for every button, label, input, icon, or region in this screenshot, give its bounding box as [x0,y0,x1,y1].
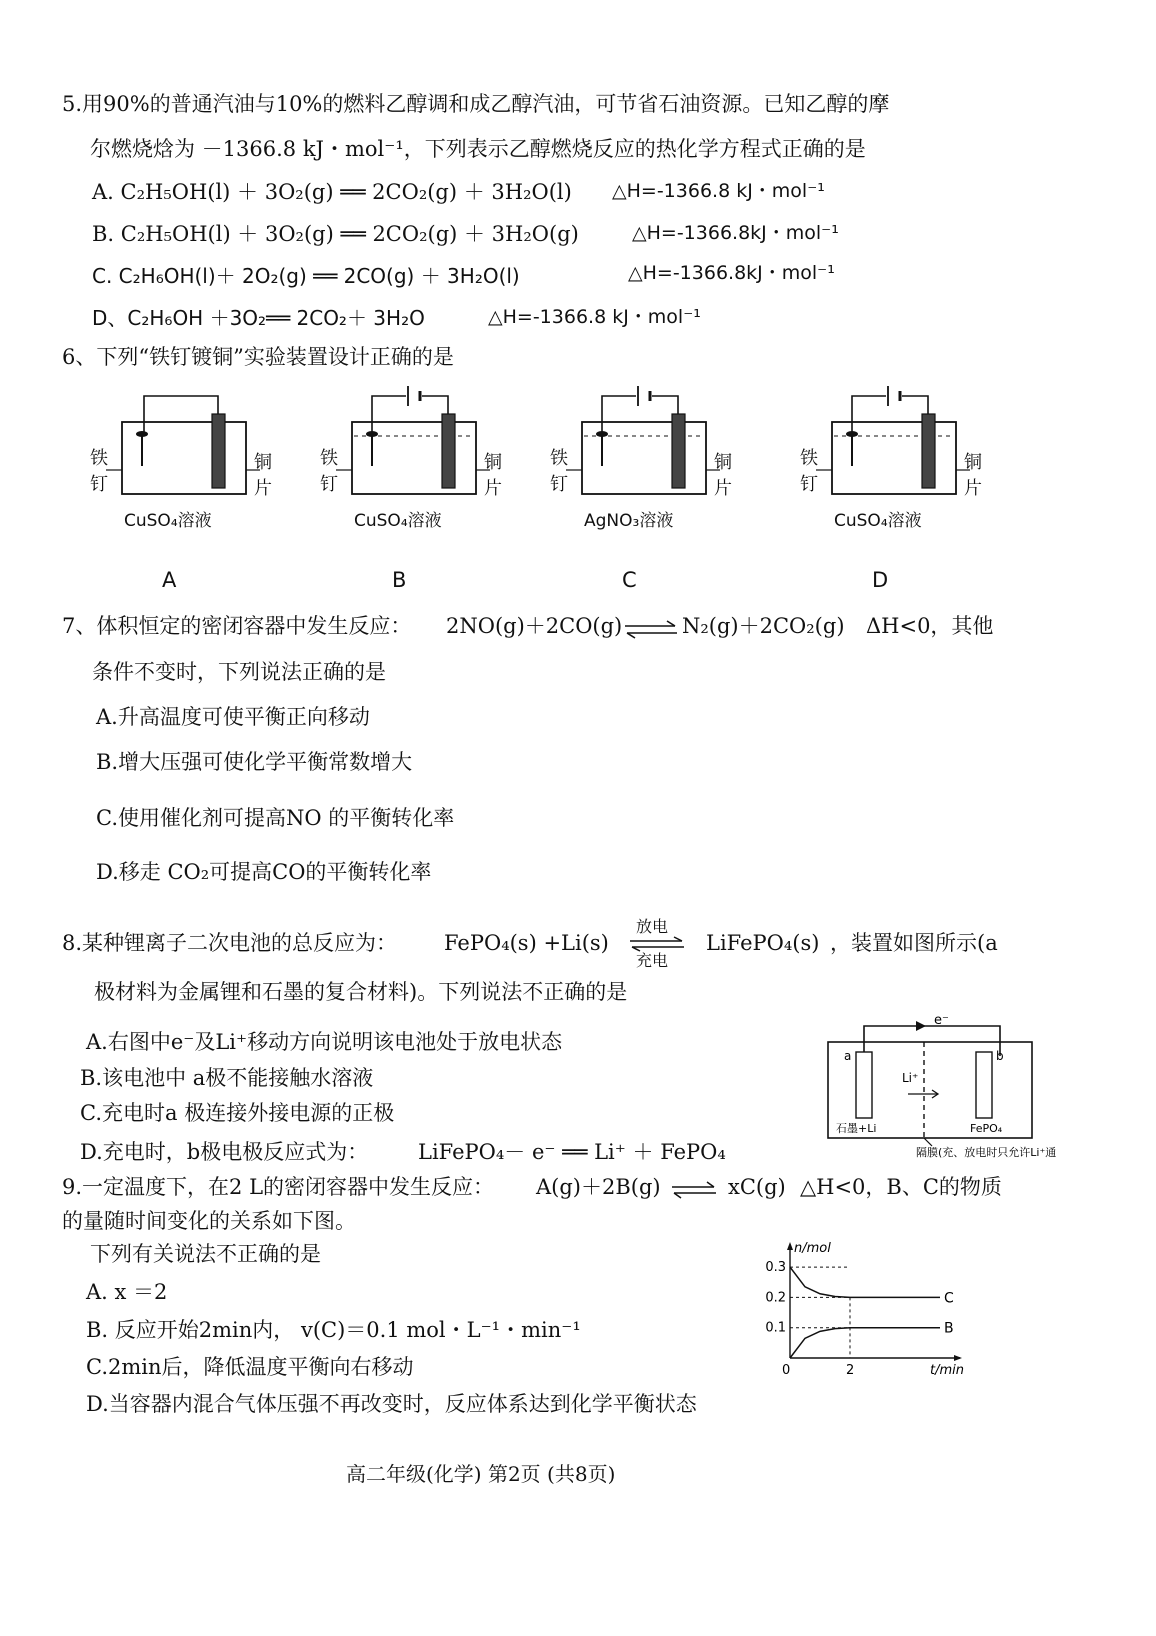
apparatus-a[interactable] [90,382,292,592]
q5-option-d-equation[interactable]: D、C₂H₆OH ＋3O₂══ 2CO₂＋ 3H₂O [92,306,425,330]
iron-nail-label: 铁钉 [90,448,108,495]
lithium-ion-label: Li⁺ [902,1071,919,1085]
series-label-b: B [944,1320,954,1337]
electron-label: e⁻ [934,1013,949,1028]
q9-stem-part2: △H<0，B、C的物质 [800,1175,1002,1199]
q8-charge-label: 充电 [636,951,669,970]
apparatus-d[interactable] [800,382,1002,592]
q7-option-b[interactable]: B.增大压强可使化学平衡常数增大 [96,750,413,774]
electrode-b-label: b [996,1049,1004,1063]
iron-nail-label: 铁钉 [320,448,338,495]
q5-option-b-equation[interactable]: B. C₂H₅OH(l) ＋ 3O₂(g) ══ 2CO₂(g) ＋ 3H₂O(g) [92,222,579,246]
q5-option-d-enthalpy: △H=-1366.8 kJ・mol⁻¹ [488,306,701,328]
q5-stem-line1: 5.用90%的普通汽油与10%的燃料乙醇调和成乙醇汽油，可节省石油资源。已知乙醇的摩 [62,92,890,116]
copper-plate-label: 铜片 [254,452,272,499]
copper-plate-icon [672,414,685,488]
membrane-pointer [924,1138,932,1146]
membrane-label: 隔膜(充、放电时只允许Li⁺通 [916,1146,1057,1159]
q9-option-c[interactable]: C.2min后，降低温度平衡向右移动 [86,1355,414,1379]
page-footer: 高二年级(化学) 第2页 (共8页) [346,1462,616,1486]
electrode-b-material: FePO₄ [970,1122,1003,1135]
iron-nail-label: 铁钉 [800,448,818,495]
reversible-arrows-icon [628,937,686,951]
apparatus-letter: A [162,568,177,592]
q7-stem-part1: 7、体积恒定的密闭容器中发生反应： [62,614,412,638]
copper-plate-label: 铜片 [714,452,732,499]
q6-stem: 6、下列“铁钉镀铜”实验装置设计正确的是 [62,345,454,369]
electrode-a-material: 石墨+Li [836,1122,877,1135]
copper-plate-icon [442,414,455,488]
apparatus-letter: D [872,568,889,592]
x-tick-label: 2 [846,1363,855,1378]
y-axis-label: n/mol [794,1241,831,1256]
q8-option-a[interactable]: A.右图中e⁻及Li⁺移动方向说明该电池处于放电状态 [86,1030,563,1054]
q9-option-b[interactable]: B. 反应开始2min内， v(C)＝0.1 mol・L⁻¹・min⁻¹ [86,1318,581,1342]
q9-equation-right: xC(g) [728,1175,786,1199]
q7-equation-left: 2NO(g)＋2CO(g) [446,614,623,638]
x-tick-label: 0 [782,1363,791,1378]
q8-equation-left: FePO₄(s) +Li(s) [444,931,609,955]
series-line-b [790,1328,940,1358]
q9-equation-left: A(g)＋2B(g) [536,1175,661,1199]
q8-stem-line2: 极材料为金属锂和石墨的复合材料)。下列说法不正确的是 [94,980,628,1004]
electrode-b [976,1052,992,1118]
solution-label: CuSO₄溶液 [834,511,922,531]
q8-option-d-part1[interactable]: D.充电时，b极电极反应式为： [80,1140,369,1164]
battery-diagram [820,1014,1060,1164]
q7-equation-right: N₂(g)＋2CO₂(g) [682,614,845,638]
equilibrium-arrows-icon [670,1180,718,1200]
q5-stem-line2: 尔燃烧焓为 －1366.8 kJ・mol⁻¹，下列表示乙醇燃烧反应的热化学方程式正确的是 [90,137,866,161]
q9-stem-line3: 下列有关说法不正确的是 [90,1242,321,1266]
copper-plate-icon [922,414,935,488]
q8-stem-part2: ，装置如图所示(a [830,931,998,955]
q7-option-c[interactable]: C.使用催化剂可提高NO 的平衡转化率 [96,806,455,830]
electron-flow-arrow-icon [916,1021,926,1031]
apparatus-c[interactable] [550,382,752,592]
q5-option-c-enthalpy: △H=-1366.8kJ・mol⁻¹ [628,262,835,284]
series-label-c: C [944,1290,954,1307]
copper-plate-icon [212,414,225,488]
q8-option-d-equation: LiFePO₄－ e⁻ ══ Li⁺ ＋ FePO₄ [418,1140,726,1164]
apparatus-letter: C [622,568,637,592]
copper-plate-label: 铜片 [484,452,502,499]
y-tick-label: 0.2 [765,1290,786,1306]
q5-option-b-enthalpy: △H=-1366.8kJ・mol⁻¹ [632,222,839,244]
q9-option-d[interactable]: D.当容器内混合气体压强不再改变时，反应体系达到化学平衡状态 [86,1392,697,1416]
q8-equation-right: LiFePO₄(s) [706,931,820,955]
solution-label: CuSO₄溶液 [354,511,442,531]
y-axis-arrow-icon [787,1242,793,1250]
q8-option-b[interactable]: B.该电池中 a极不能接触水溶液 [80,1066,374,1090]
q8-discharge-label: 放电 [636,917,669,936]
electrode-a [856,1052,872,1118]
q7-enthalpy: ΔH<0，其他 [866,614,994,638]
q5-option-a-equation[interactable]: A. C₂H₅OH(l) ＋ 3O₂(g) ══ 2CO₂(g) ＋ 3H₂O(l) [92,180,572,204]
y-tick-label: 0.1 [765,1320,786,1336]
electrode-a-label: a [844,1049,852,1063]
solution-label: AgNO₃溶液 [584,511,674,531]
series-line-c [790,1267,940,1297]
q5-option-a-enthalpy: △H=-1366.8 kJ・mol⁻¹ [612,180,825,202]
q7-option-d[interactable]: D.移走 CO₂可提高CO的平衡转化率 [96,860,432,884]
q9-option-a[interactable]: A. x ＝2 [86,1280,168,1304]
apparatus-letter: B [392,568,407,592]
copper-plate-label: 铜片 [964,452,982,499]
x-axis-label: t/min [930,1363,964,1378]
q9-stem-part1: 9.一定温度下，在2 L的密闭容器中发生反应： [62,1175,495,1199]
amount-time-chart [760,1240,964,1380]
q9-stem-line2: 的量随时间变化的关系如下图。 [62,1209,356,1233]
equilibrium-arrows-icon [623,618,679,640]
apparatus-b[interactable] [320,382,522,592]
iron-nail-label: 铁钉 [550,448,568,495]
y-tick-label: 0.3 [765,1260,786,1276]
q7-stem-line2: 条件不变时，下列说法正确的是 [92,660,386,684]
q5-option-c-equation[interactable]: C. C₂H₆OH(l)＋ 2O₂(g) ══ 2CO(g) ＋ 3H₂O(l) [92,264,520,288]
q7-option-a[interactable]: A.升高温度可使平衡正向移动 [96,705,370,729]
q8-option-c[interactable]: C.充电时a 极连接外接电源的正极 [80,1101,395,1125]
q8-stem-part1: 8.某种锂离子二次电池的总反应为： [62,931,398,955]
solution-label: CuSO₄溶液 [124,511,212,531]
x-axis-arrow-icon [954,1355,962,1361]
